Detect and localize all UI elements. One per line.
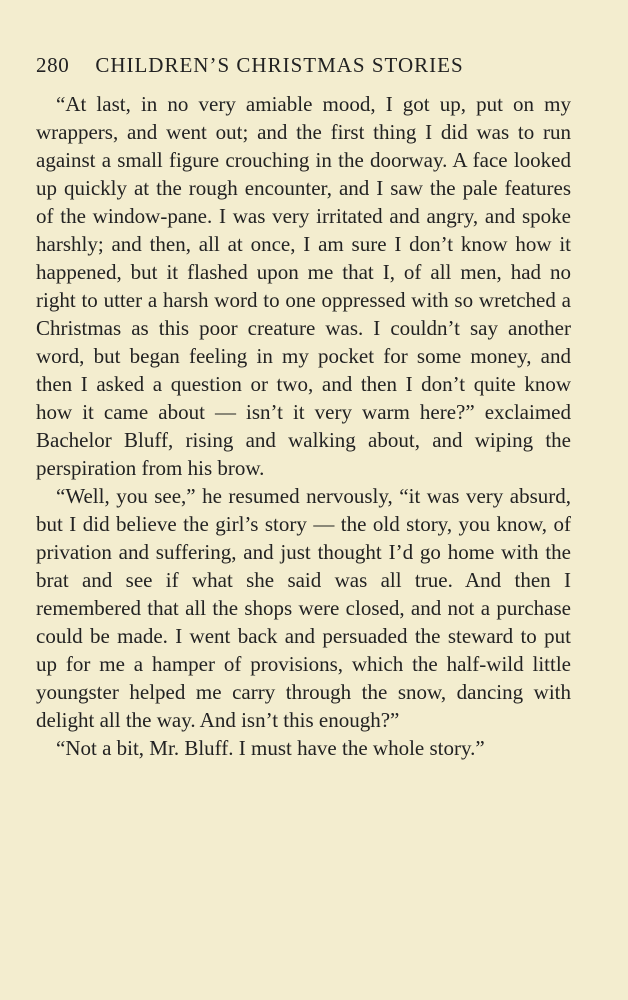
paragraph-2: “Well, you see,” he resumed nervously, “it was very absurd, but I did believe the girl’s story — the old story, you know, of privation and suffering, and just thought I’d go home with the brat and see if what she said was all true. And then I remembered that all the shops were closed, and not a purchase could be made. I went back and persuaded the steward to put up for me a hamper of provisions, which the half-wild little youngster helped me carry through the snow, dancing with delight all the way. And isn’t this enough?”: [36, 484, 571, 732]
body-text: [36, 90, 571, 762]
paragraph-3: “Not a bit, Mr. Bluff. I must have the whole story.”: [56, 736, 485, 760]
page-header: [36, 53, 596, 89]
running-head: CHILDREN’S CHRISTMAS STORIES: [95, 53, 464, 77]
paragraph-1: “At last, in no very amiable mood, I got up, put on my wrappers, and went out; and the first thing I did was to run against a small figure crouching in the doorway. A face looked up quickly at the rough encounter, and I saw the pale features of the window-pane. I was very irritated and angry, and spoke harshly; and then, all at once, I am sure I don’t know how it happened, but it flashed upon me that I, of all men, had no right to utter a harsh word to one oppressed with so wretched a Christmas as this poor creature was. I couldn’t say another word, but began feeling in my pocket for some money, and then I asked a question or two, and then I don’t quite know how it came about — isn’t it very warm here?” exclaimed Bachelor Bluff, rising and walking about, and wiping the perspiration from his brow.: [36, 92, 571, 480]
page-number: 280: [36, 53, 70, 77]
